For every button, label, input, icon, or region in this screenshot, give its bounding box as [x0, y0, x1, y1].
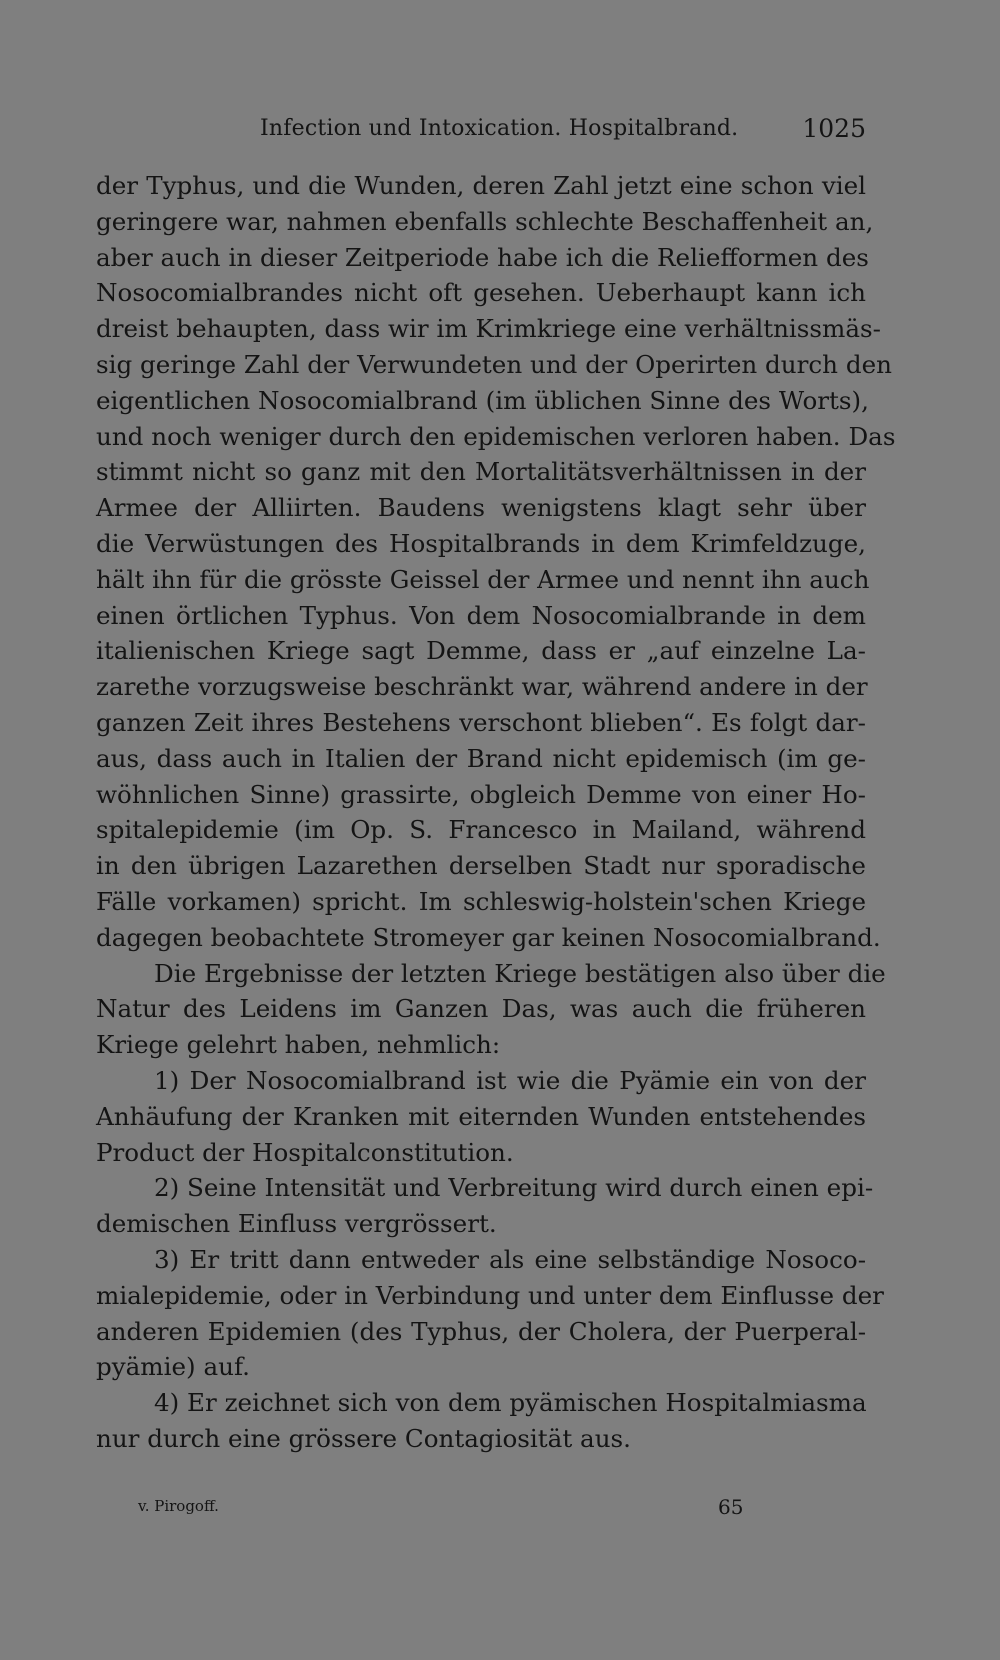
running-title: Infection und Intoxication. Hospitalbrand. — [260, 116, 739, 141]
text-line: nur durch eine grössere Contagiosität aus. — [96, 1423, 631, 1453]
text-line: in den übrigen Lazarethen derselben Stadt nur sporadische — [96, 851, 866, 881]
text-line: 1) Der Nosocomialbrand ist wie die Pyämie ein von der — [154, 1065, 866, 1095]
text-line: geringere war, nahmen ebenfalls schlechte Beschaffenheit an, — [96, 206, 874, 236]
text-line: dreist behaupten, dass wir im Krimkriege eine verhältnissmäs- — [96, 314, 881, 344]
text-line: 4) Er zeichnet sich von dem pyämischen Hospitalmiasma — [154, 1388, 867, 1418]
text-line: wöhnlichen Sinne) grassirte, obgleich Demme von einer Ho- — [96, 779, 866, 809]
text-line: spitalepidemie (im Op. S. Francesco in Mailand, während — [96, 815, 866, 845]
text-line: hält ihn für die grösste Geissel der Armee und nennt ihn auch — [96, 564, 870, 594]
text-line: dagegen beobachtete Stromeyer gar keinen Nosocomialbrand. — [96, 922, 881, 952]
text-line: 3) Er tritt dann entweder als eine selbständige Nosoco- — [154, 1244, 866, 1274]
text-line: Die Ergebnisse der letzten Kriege bestätigen also über die — [154, 958, 886, 988]
text-line: Product der Hospitalconstitution. — [96, 1137, 514, 1167]
text-line: Kriege gelehrt haben, nehmlich: — [96, 1030, 501, 1060]
text-line: die Verwüstungen des Hospitalbrands in dem Krimfeldzuge, — [96, 528, 866, 558]
text-line: 2) Seine Intensität und Verbreitung wird durch einen epi- — [154, 1173, 874, 1203]
text-line: aus, dass auch in Italien der Brand nicht epidemisch (im ge- — [96, 743, 866, 773]
text-line: italienischen Kriege sagt Demme, dass er „auf einzelne La- — [96, 636, 866, 666]
text-line: sig geringe Zahl der Verwundeten und der Operirten durch den — [96, 349, 892, 379]
text-line: Anhäufung der Kranken mit eiternden Wunden entstehendes — [96, 1101, 866, 1131]
footer-author: v. Pirogoff. — [138, 1497, 219, 1515]
text-line: anderen Epidemien (des Typhus, der Cholera, der Puerperal- — [96, 1316, 866, 1346]
text-line: und noch weniger durch den epidemischen verloren haben. Das — [96, 421, 896, 451]
text-line: der Typhus, und die Wunden, deren Zahl jetzt eine schon viel — [96, 171, 866, 200]
text-line: Fälle vorkamen) spricht. Im schleswig-holstein'schen Kriege — [96, 886, 866, 916]
text-line: Natur des Leidens im Ganzen Das, was auch die früheren — [96, 994, 866, 1024]
text-line: stimmt nicht so ganz mit den Mortalitätsverhältnissen in der — [96, 457, 866, 487]
text-line: zarethe vorzugsweise beschränkt war, während andere in der — [96, 672, 868, 702]
text-line: aber auch in dieser Zeitperiode habe ich die Reliefformen des — [96, 242, 869, 272]
text-line: ganzen Zeit ihres Bestehens verschont blieben“. Es folgt dar- — [96, 707, 866, 737]
page-footer — [138, 1495, 744, 1525]
text-line: einen örtlichen Typhus. Von dem Nosocomialbrande in dem — [96, 600, 866, 630]
text-line: demischen Einfluss vergrössert. — [96, 1209, 497, 1239]
page-number: 1025 — [802, 114, 866, 143]
text-line: Armee der Alliirten. Baudens wenigstens klagt sehr über — [96, 493, 866, 523]
body-text — [96, 168, 896, 1457]
text-line: Nosocomialbrandes nicht oft gesehen. Ueberhaupt kann ich — [96, 278, 866, 308]
text-line: pyämie) auf. — [96, 1352, 250, 1382]
signature-number: 65 — [718, 1495, 744, 1519]
text-line: mialepidemie, oder in Verbindung und unter dem Einflusse der — [96, 1280, 884, 1310]
text-line: eigentlichen Nosocomialbrand (im üblichen Sinne des Worts), — [96, 385, 869, 415]
page-header — [96, 112, 866, 152]
